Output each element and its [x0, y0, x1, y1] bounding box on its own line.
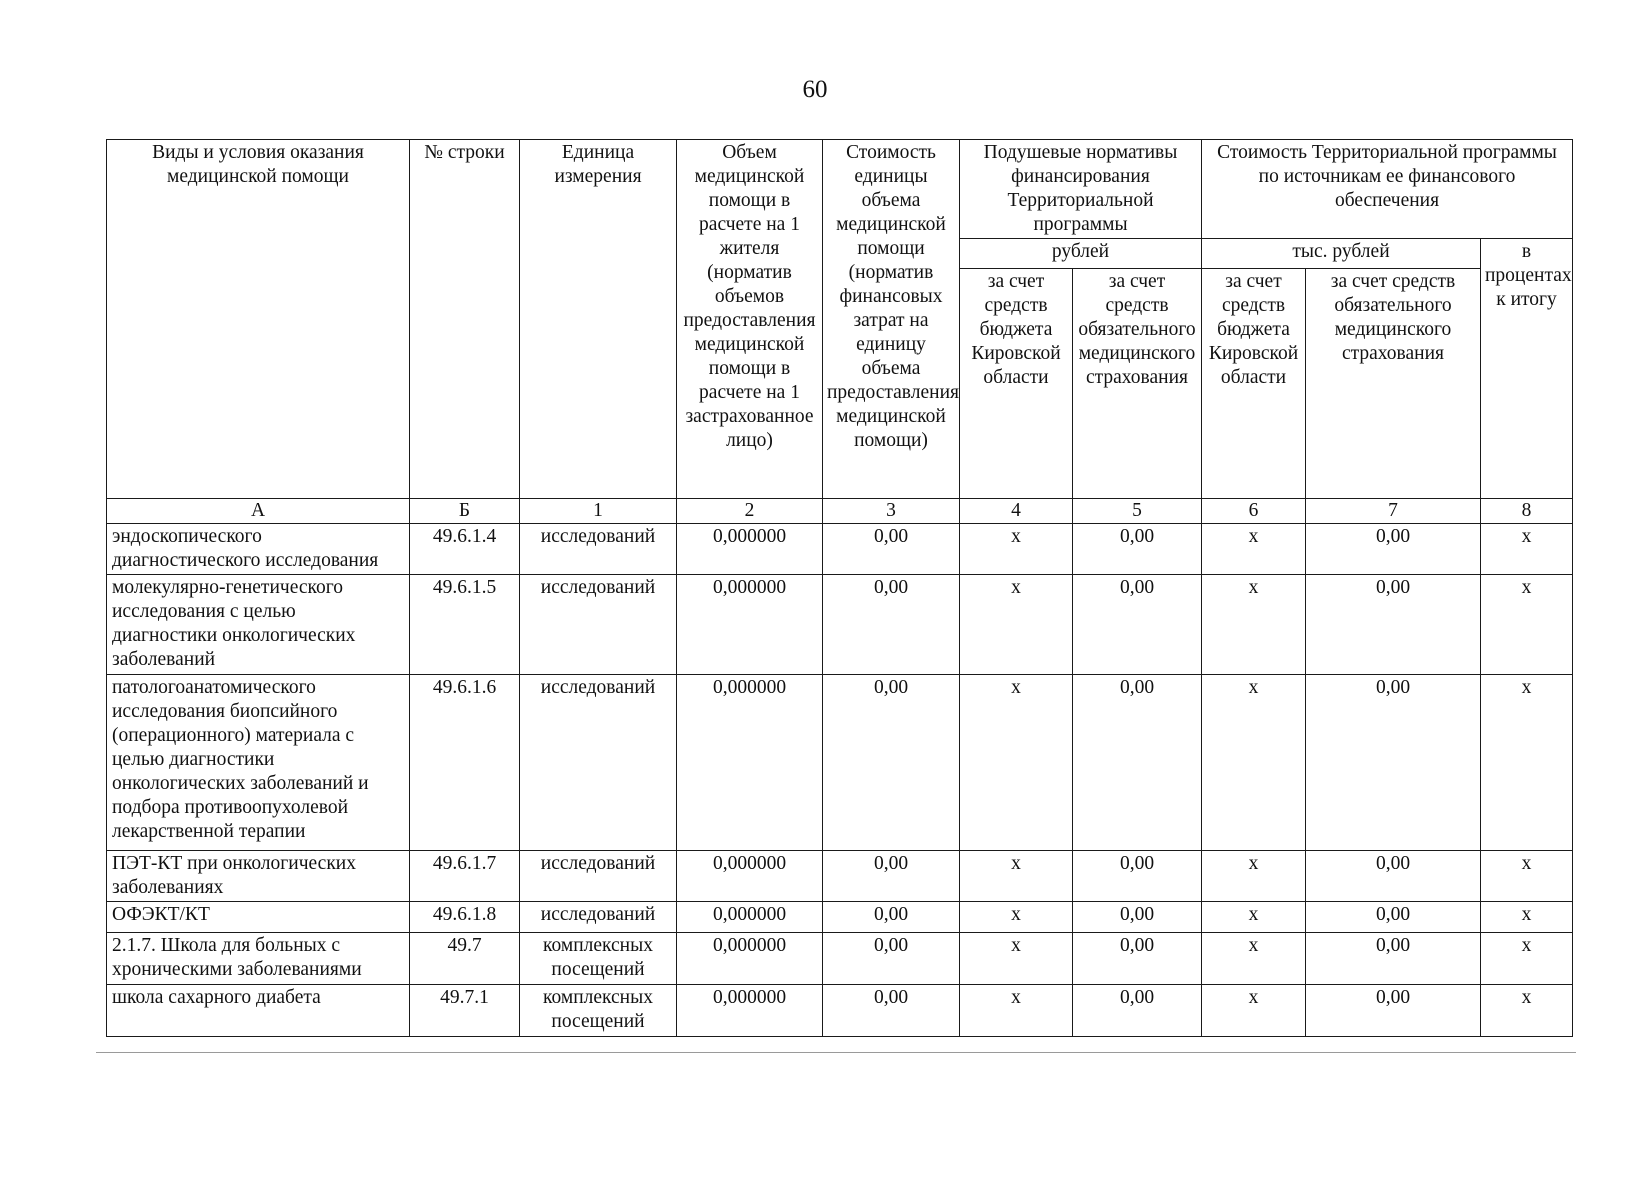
row-name: ПЭТ-КТ при онкологических заболеваниях	[107, 851, 410, 902]
row-line-number: 49.6.1.7	[410, 851, 520, 902]
row-unit: исследований	[520, 575, 677, 675]
row-line-number: 49.6.1.8	[410, 902, 520, 933]
row-name: 2.1.7. Школа для больных с хроническими заболеваниями	[107, 933, 410, 985]
header-col-7: за счет средств обязательного медицинского страхования	[1306, 269, 1481, 499]
row-unit-cost: 0,00	[823, 675, 960, 851]
row-col-6: х	[1202, 933, 1306, 985]
row-col-7: 0,00	[1306, 902, 1481, 933]
row-name: молекулярно-генетического исследования с целью диагностики онкологических заболеваний	[107, 575, 410, 675]
row-col-8: х	[1481, 675, 1573, 851]
row-unit: исследований	[520, 524, 677, 575]
column-code: Б	[410, 499, 520, 524]
table-row	[107, 902, 1573, 933]
row-col-5: 0,00	[1073, 985, 1202, 1037]
row-volume: 0,000000	[677, 933, 823, 985]
row-col-4: х	[960, 933, 1073, 985]
row-col-5: 0,00	[1073, 675, 1202, 851]
row-col-7: 0,00	[1306, 985, 1481, 1037]
header-col-b: № строки	[410, 140, 520, 499]
row-line-number: 49.6.1.5	[410, 575, 520, 675]
row-col-5: 0,00	[1073, 575, 1202, 675]
header-group-percapita: Подушевые нормативы финансирования Территориальной программы	[960, 140, 1202, 239]
row-col-5: 0,00	[1073, 933, 1202, 985]
row-volume: 0,000000	[677, 902, 823, 933]
column-code: 4	[960, 499, 1073, 524]
header-col-4: за счет средств бюджета Кировской области	[960, 269, 1073, 499]
row-name: патологоанатомического исследования биопсийного (операционного) материала с целью диагностики онкологических заболеваний и подбора противоопухолевой лекарственной терапии	[107, 675, 410, 851]
column-code: 5	[1073, 499, 1202, 524]
table-row	[107, 851, 1573, 902]
row-col-8: х	[1481, 985, 1573, 1037]
table-row	[107, 675, 1573, 851]
row-unit: исследований	[520, 902, 677, 933]
row-col-6: х	[1202, 575, 1306, 675]
row-col-7: 0,00	[1306, 675, 1481, 851]
column-code: 3	[823, 499, 960, 524]
row-unit-cost: 0,00	[823, 524, 960, 575]
row-unit-cost: 0,00	[823, 902, 960, 933]
row-col-4: х	[960, 675, 1073, 851]
row-unit-cost: 0,00	[823, 933, 960, 985]
row-unit: комплексных посещений	[520, 933, 677, 985]
header-col-8: в процентах к итогу	[1481, 239, 1573, 499]
row-unit: комплексных посещений	[520, 985, 677, 1037]
row-col-7: 0,00	[1306, 575, 1481, 675]
header-col-3: Стоимость единицы объема медицинской помощи (норматив финансовых затрат на единицу объема предоставления медицинской помощи)	[823, 140, 960, 499]
column-code: 7	[1306, 499, 1481, 524]
row-col-8: х	[1481, 902, 1573, 933]
row-col-5: 0,00	[1073, 851, 1202, 902]
row-col-6: х	[1202, 675, 1306, 851]
row-unit-cost: 0,00	[823, 575, 960, 675]
page-number: 60	[802, 76, 828, 103]
row-col-7: 0,00	[1306, 851, 1481, 902]
row-col-4: х	[960, 524, 1073, 575]
row-name: эндоскопического диагностического исследования	[107, 524, 410, 575]
table-row	[107, 985, 1573, 1037]
row-line-number: 49.6.1.4	[410, 524, 520, 575]
row-col-4: х	[960, 575, 1073, 675]
row-volume: 0,000000	[677, 575, 823, 675]
row-unit-cost: 0,00	[823, 851, 960, 902]
row-unit: исследований	[520, 675, 677, 851]
header-col-1: Единица измерения	[520, 140, 677, 499]
header-col-5: за счет средств обязательного медицинского страхования	[1073, 269, 1202, 499]
row-col-6: х	[1202, 524, 1306, 575]
header-col-2: Объем медицинской помощи в расчете на 1 жителя (норматив объемов предоставления медицинской помощи в расчете на 1 застрахованное лицо)	[677, 140, 823, 499]
table-body	[107, 524, 1573, 1037]
table-row	[107, 524, 1573, 575]
row-col-8: х	[1481, 933, 1573, 985]
column-code: 6	[1202, 499, 1306, 524]
row-col-6: х	[1202, 902, 1306, 933]
column-code: А	[107, 499, 410, 524]
row-line-number: 49.7.1	[410, 985, 520, 1037]
header-unit-rub: рублей	[960, 239, 1202, 269]
row-col-8: х	[1481, 524, 1573, 575]
table-row	[107, 575, 1573, 675]
table-row	[107, 933, 1573, 985]
row-volume: 0,000000	[677, 851, 823, 902]
row-col-4: х	[960, 851, 1073, 902]
row-col-6: х	[1202, 985, 1306, 1037]
column-code: 2	[677, 499, 823, 524]
row-col-6: х	[1202, 851, 1306, 902]
header-col-a: Виды и условия оказания медицинской помощи	[107, 140, 410, 499]
financing-table	[106, 139, 1573, 1037]
row-col-5: 0,00	[1073, 524, 1202, 575]
column-code: 1	[520, 499, 677, 524]
row-line-number: 49.6.1.6	[410, 675, 520, 851]
row-name: ОФЭКТ/КТ	[107, 902, 410, 933]
row-volume: 0,000000	[677, 985, 823, 1037]
row-volume: 0,000000	[677, 524, 823, 575]
header-col-6: за счет средств бюджета Кировской области	[1202, 269, 1306, 499]
row-col-8: х	[1481, 575, 1573, 675]
page-divider	[96, 1052, 1576, 1053]
header-group-cost: Стоимость Территориальной программы по источникам ее финансового обеспечения	[1202, 140, 1573, 239]
table-header	[107, 140, 1573, 524]
row-col-5: 0,00	[1073, 902, 1202, 933]
column-code: 8	[1481, 499, 1573, 524]
row-name: школа сахарного диабета	[107, 985, 410, 1037]
column-code-row	[107, 499, 1573, 524]
row-col-7: 0,00	[1306, 933, 1481, 985]
row-col-4: х	[960, 985, 1073, 1037]
row-col-8: х	[1481, 851, 1573, 902]
row-col-7: 0,00	[1306, 524, 1481, 575]
row-unit-cost: 0,00	[823, 985, 960, 1037]
header-unit-thousand-rub: тыс. рублей	[1202, 239, 1481, 269]
row-volume: 0,000000	[677, 675, 823, 851]
row-unit: исследований	[520, 851, 677, 902]
row-line-number: 49.7	[410, 933, 520, 985]
row-col-4: х	[960, 902, 1073, 933]
